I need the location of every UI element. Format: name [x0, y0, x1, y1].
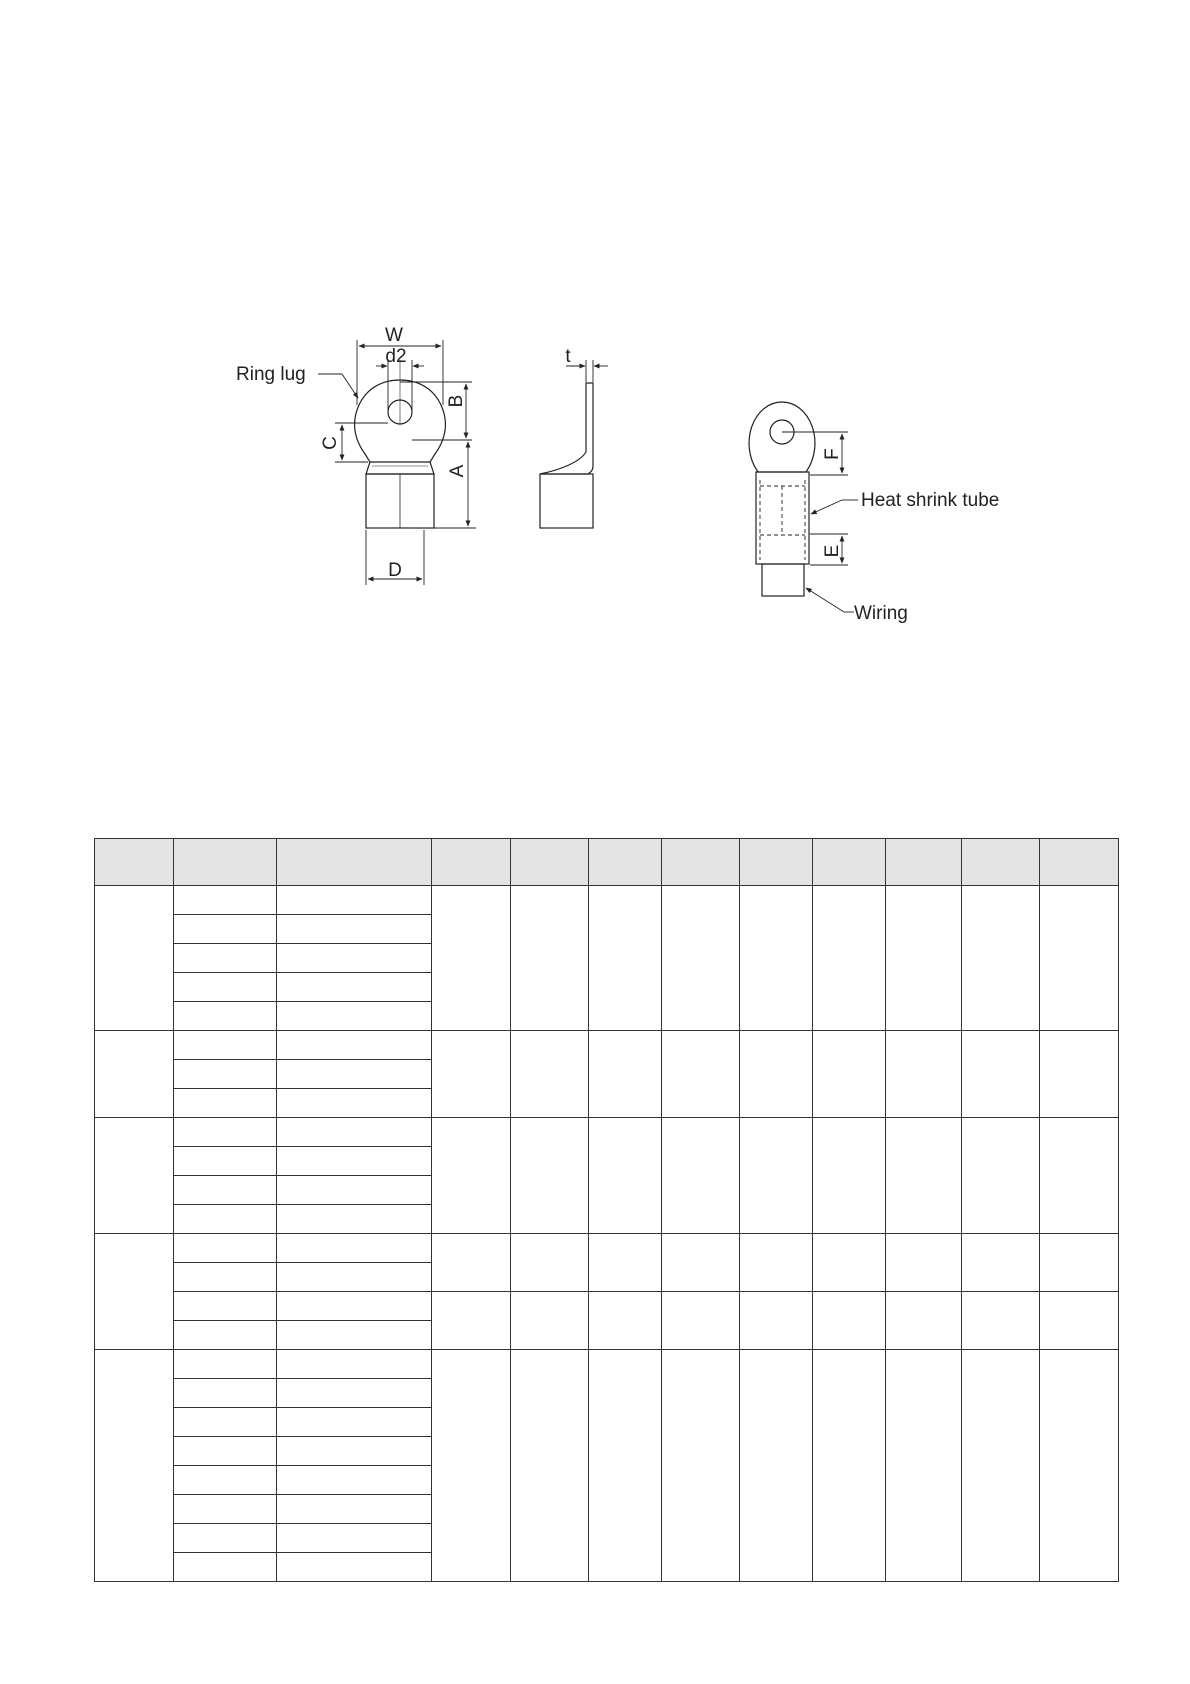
table-cell: [740, 1234, 813, 1292]
table-cell: [886, 1350, 962, 1582]
table-cell: [886, 1292, 962, 1350]
table-cell: [277, 1524, 432, 1553]
table-cell: [962, 1118, 1040, 1234]
table-cell: [277, 1437, 432, 1466]
table-cell: [174, 1292, 277, 1321]
dim-t: [566, 360, 608, 382]
header-cell: [95, 839, 174, 886]
table-cell: [1040, 1118, 1119, 1234]
header-cell: [511, 839, 589, 886]
table-cell: [95, 886, 174, 1031]
header-cell: [886, 839, 962, 886]
table-cell: [662, 1234, 740, 1292]
table-cell: [174, 1234, 277, 1263]
table-cell: [174, 1379, 277, 1408]
table-cell: [174, 1002, 277, 1031]
table-cell: [1040, 1350, 1119, 1582]
table-cell: [432, 1292, 511, 1350]
table-cell: [95, 1350, 174, 1582]
table-cell: [432, 1031, 511, 1118]
table-cell: [740, 886, 813, 1031]
header-cell: [174, 839, 277, 886]
table-cell: [886, 1031, 962, 1118]
table-cell: [277, 1292, 432, 1321]
table-cell: [962, 1292, 1040, 1350]
header-cell: [962, 839, 1040, 886]
table-body: [95, 886, 1119, 1582]
ring-lug-front-view: [355, 360, 446, 528]
table-cell: [277, 1466, 432, 1495]
table-cell: [589, 1118, 662, 1234]
table-cell: [813, 1292, 886, 1350]
table-cell: [962, 1031, 1040, 1118]
dim-label-d2: d2: [385, 346, 407, 367]
table-cell: [432, 886, 511, 1031]
table-cell: [740, 1292, 813, 1350]
table-cell: [813, 1118, 886, 1234]
table-cell: [95, 1031, 174, 1118]
table-cell: [886, 886, 962, 1031]
header-cell: [277, 839, 432, 886]
table-cell: [277, 1553, 432, 1582]
table-cell: [174, 1176, 277, 1205]
table-cell: [740, 1118, 813, 1234]
header-cell: [662, 839, 740, 886]
table-cell: [511, 1234, 589, 1292]
table-cell: [1040, 1234, 1119, 1292]
table-cell: [174, 1321, 277, 1350]
table-cell: [174, 1553, 277, 1582]
table-cell: [277, 973, 432, 1002]
heat-shrink-tube-label: Heat shrink tube: [861, 490, 1000, 511]
table-cell: [962, 1234, 1040, 1292]
table-row: [95, 886, 1119, 915]
table-cell: [1040, 1031, 1119, 1118]
table-cell: [662, 1031, 740, 1118]
header-cell: [589, 839, 662, 886]
table-cell: [277, 1379, 432, 1408]
table-row: [95, 1292, 1119, 1321]
table-cell: [277, 1321, 432, 1350]
table-row: [95, 1234, 1119, 1263]
dim-label-t: t: [565, 346, 571, 367]
table-cell: [589, 1031, 662, 1118]
table-cell: [962, 886, 1040, 1031]
table-cell: [277, 1263, 432, 1292]
table-cell: [886, 1234, 962, 1292]
table-cell: [277, 1176, 432, 1205]
table-cell: [662, 1292, 740, 1350]
header-cell: [432, 839, 511, 886]
table-cell: [174, 973, 277, 1002]
wiring: [762, 564, 804, 596]
table-cell: [277, 1408, 432, 1437]
table-cell: [962, 1350, 1040, 1582]
table-cell: [174, 1466, 277, 1495]
table-cell: [432, 1118, 511, 1234]
table-cell: [277, 1147, 432, 1176]
dim-label-E: E: [822, 544, 843, 558]
table-cell: [511, 1292, 589, 1350]
table-cell: [589, 1234, 662, 1292]
table-cell: [511, 1350, 589, 1582]
table-cell: [277, 1089, 432, 1118]
table-cell: [277, 915, 432, 944]
table-cell: [174, 1263, 277, 1292]
table-cell: [277, 886, 432, 915]
table-cell: [511, 1118, 589, 1234]
table-cell: [174, 1205, 277, 1234]
dim-C: [335, 423, 388, 462]
table-header-row: [95, 839, 1119, 886]
table-cell: [174, 1524, 277, 1553]
dim-label-D: D: [388, 560, 402, 581]
table-cell: [740, 1031, 813, 1118]
table-cell: [174, 944, 277, 973]
dim-label-B: B: [446, 394, 467, 408]
ring-lug-label: Ring lug: [236, 364, 306, 385]
table-cell: [740, 1350, 813, 1582]
dim-label-C: C: [320, 436, 341, 450]
assembled-lug-view: [749, 402, 815, 596]
table-cell: [174, 886, 277, 915]
table-cell: [174, 1060, 277, 1089]
table-cell: [1040, 886, 1119, 1031]
table-cell: [277, 1118, 432, 1147]
table-cell: [589, 886, 662, 1031]
wiring-label: Wiring: [854, 603, 908, 624]
table-cell: [277, 1234, 432, 1263]
table-cell: [589, 1350, 662, 1582]
ring-lug-side-view: [540, 383, 593, 528]
table-cell: [432, 1350, 511, 1582]
table-cell: [813, 1350, 886, 1582]
table-cell: [174, 1118, 277, 1147]
header-cell: [1040, 839, 1119, 886]
table-cell: [174, 1350, 277, 1379]
table-cell: [277, 1495, 432, 1524]
table-cell: [662, 1118, 740, 1234]
table-row: [95, 1118, 1119, 1147]
dim-B: [400, 382, 472, 440]
table-cell: [886, 1118, 962, 1234]
table-cell: [277, 1060, 432, 1089]
table-cell: [432, 1234, 511, 1292]
dim-A: [434, 442, 476, 528]
table-cell: [95, 1234, 174, 1350]
table-cell: [174, 1408, 277, 1437]
table-cell: [1040, 1292, 1119, 1350]
table-cell: [174, 1147, 277, 1176]
table-cell: [277, 1205, 432, 1234]
table-cell: [174, 1495, 277, 1524]
dimension-drawing: [0, 0, 1190, 820]
table-cell: [277, 1350, 432, 1379]
table-cell: [511, 1031, 589, 1118]
table-cell: [277, 944, 432, 973]
table-cell: [813, 1234, 886, 1292]
table-cell: [277, 1002, 432, 1031]
dim-label-A: A: [447, 464, 468, 478]
header-cell: [740, 839, 813, 886]
table-cell: [813, 886, 886, 1031]
table-cell: [174, 1089, 277, 1118]
table-cell: [277, 1031, 432, 1060]
table-row: [95, 1350, 1119, 1379]
table-cell: [174, 1437, 277, 1466]
table-cell: [174, 1031, 277, 1060]
table-cell: [174, 915, 277, 944]
table-cell: [511, 886, 589, 1031]
table-row: [95, 1031, 1119, 1060]
table-cell: [813, 1031, 886, 1118]
table-cell: [95, 1118, 174, 1234]
table-cell: [662, 886, 740, 1031]
table-cell: [589, 1292, 662, 1350]
dim-label-W: W: [385, 325, 403, 346]
dim-label-F: F: [822, 448, 843, 460]
header-cell: [813, 839, 886, 886]
spec-table: [94, 838, 1119, 1582]
table-cell: [662, 1350, 740, 1582]
